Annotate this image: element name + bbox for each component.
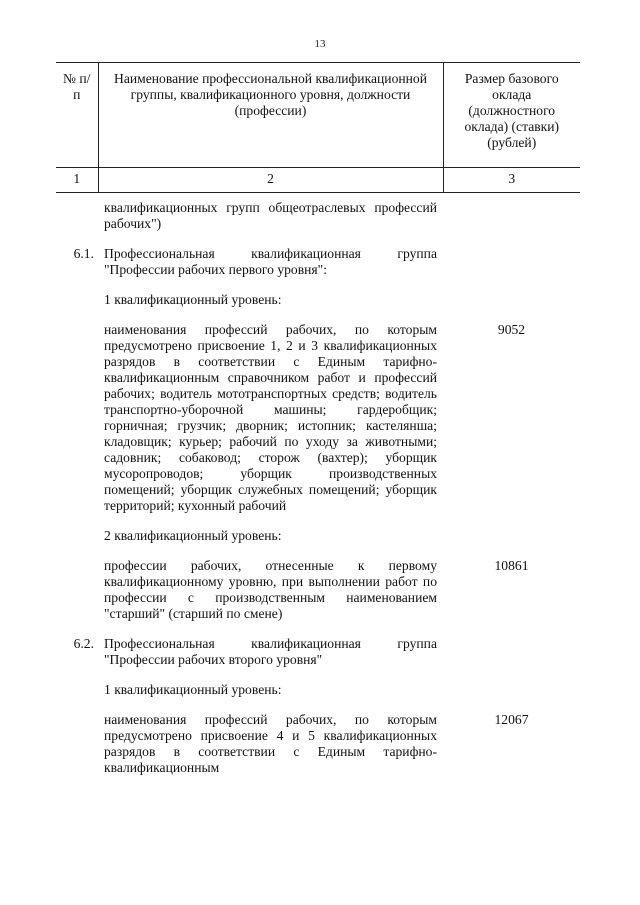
- row-salary: 12067: [494, 712, 529, 727]
- row-text: 1 квалификационный уровень:: [104, 292, 282, 307]
- row-salary: 10861: [494, 558, 529, 573]
- page-number: 13: [314, 38, 326, 50]
- row-number: 6.2.: [73, 636, 94, 651]
- row-text: профессии рабочих, отнесенные к первому квалификационному уровню, при выполнении работ по профессии с производственным наименованием "старший" (старший по смене): [104, 558, 437, 621]
- header-number: № п/п: [56, 63, 98, 168]
- row-text: наименования профессий рабочих, по которым предусмотрено присвоение 1, 2 и 3 квалификационных разрядов в соответствии с Единым тарифно-квалификационным справочником работ и профессий рабочих; водитель мототранспортных средств; водитель транспортно-уборочной машины; гардеробщик; горничная; грузчик; дворник; истопник; кастелянша; кладовщик; курьер; рабочий по уходу за животными; садовник; собаковод; сторож (вахтер); уборщик мусоропроводов; уборщик производственных помещений; уборщик служебных помещений; уборщик территорий; кухонный рабочий: [104, 322, 437, 513]
- row-number: [56, 558, 98, 636]
- salary-table: [56, 62, 580, 776]
- row-number: [56, 322, 98, 528]
- row-number: [56, 528, 98, 558]
- column-index-1: 1: [56, 168, 98, 193]
- table-row: [56, 246, 580, 292]
- row-salary: [443, 193, 580, 247]
- table-row: [56, 322, 580, 528]
- row-salary: [443, 636, 580, 682]
- row-number: 6.1.: [73, 246, 94, 261]
- header-name: Наименование профессиональной квалификационной группы, квалификационного уровня, должности (профессии): [98, 63, 443, 168]
- column-index-2: 2: [98, 168, 443, 193]
- row-text: Профессиональная квалификационная группа "Профессии рабочих первого уровня":: [104, 246, 437, 277]
- table-row: [56, 193, 580, 247]
- column-index-row: [56, 168, 580, 193]
- table-row: [56, 292, 580, 322]
- header-salary: Размер базового оклада (должностного оклада) (ставки) (рублей): [443, 63, 580, 168]
- table-row: [56, 636, 580, 682]
- row-salary: [443, 292, 580, 322]
- row-number: [56, 682, 98, 712]
- row-salary: [443, 246, 580, 292]
- table-row: [56, 558, 580, 636]
- row-salary: 9052: [497, 322, 526, 337]
- row-number: [56, 292, 98, 322]
- table-row: [56, 712, 580, 776]
- row-text: Профессиональная квалификационная группа "Профессии рабочих второго уровня": [104, 636, 437, 667]
- column-index-3: 3: [443, 168, 580, 193]
- row-text: 1 квалификационный уровень:: [104, 682, 282, 697]
- row-text: 2 квалификационный уровень:: [104, 528, 282, 543]
- table-row: [56, 682, 580, 712]
- row-number: [56, 193, 98, 247]
- table-row: [56, 528, 580, 558]
- row-salary: [443, 682, 580, 712]
- row-text: наименования профессий рабочих, по которым предусмотрено присвоение 4 и 5 квалификационных разрядов в соответствии с Единым тарифно-квалификационным: [104, 712, 437, 775]
- row-salary: [443, 528, 580, 558]
- row-number: [56, 712, 98, 776]
- row-text: квалификационных групп общеотраслевых профессий рабочих"): [104, 200, 437, 231]
- table-header-row: [56, 63, 580, 168]
